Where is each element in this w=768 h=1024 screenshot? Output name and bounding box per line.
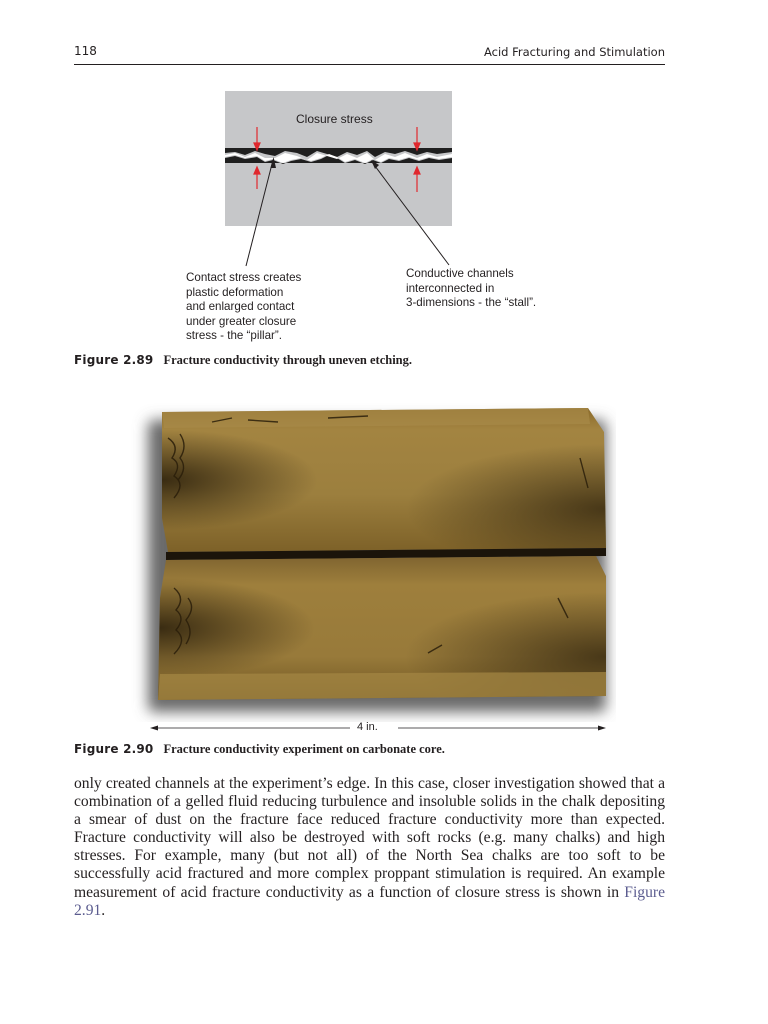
figure-289-label: Figure 2.89 (74, 353, 154, 367)
figure-290-label: Figure 2.90 (74, 742, 154, 756)
carbonate-core-photo (128, 398, 616, 722)
scale-bar-label: 4 in. (357, 721, 378, 733)
figure-289-caption-text: Fracture conductivity through uneven etching. (163, 353, 412, 367)
lower-core-half (158, 556, 606, 700)
leader-lines (0, 0, 768, 360)
figure-289-caption (74, 353, 412, 368)
figure-290-caption-text: Fracture conductivity experiment on carbonate core. (163, 742, 445, 756)
stall-leader-line (372, 162, 449, 265)
pillar-annotation: Contact stress creates plastic deformation and enlarged contact under greater closure stress - the “pillar”. (186, 271, 302, 343)
body-paragraph-text: only created channels at the experiment’s edge. In this case, closer investigation showed that a combination of a gelled fluid reducing turbulence and insoluble solids in the chalk depositing a smear of dust on the fracture face reduced fracture conductivity more than expected. Fracture conductivity will also be destroyed with soft rocks (e.g. many chalks) and high stresses. For example, many (but not all) of the North Sea chalks are too soft to be successfully acid fractured and more complex proppant stimulation is required. An example measurement of acid fracture conductivity as a function of closure stress is shown in (74, 775, 665, 901)
stall-annotation: Conductive channels interconnected in 3-dimensions - the “stall”. (406, 267, 537, 310)
stall-leader-arrowhead (371, 160, 379, 169)
body-paragraph (74, 775, 665, 920)
pillar-leader-arrowhead (271, 157, 277, 168)
pillar-leader-line (246, 160, 273, 266)
figure-291-link[interactable]: Figure 2.91 (74, 883, 665, 919)
body-paragraph-end: . (101, 901, 106, 919)
scale-bar (150, 722, 606, 734)
upper-core-half (162, 408, 606, 552)
running-title: Acid Fracturing and Stimulation (483, 45, 665, 59)
closure-stress-label: Closure stress (296, 112, 373, 126)
page-number: 118 (74, 44, 97, 58)
figure-290-caption (74, 742, 445, 757)
